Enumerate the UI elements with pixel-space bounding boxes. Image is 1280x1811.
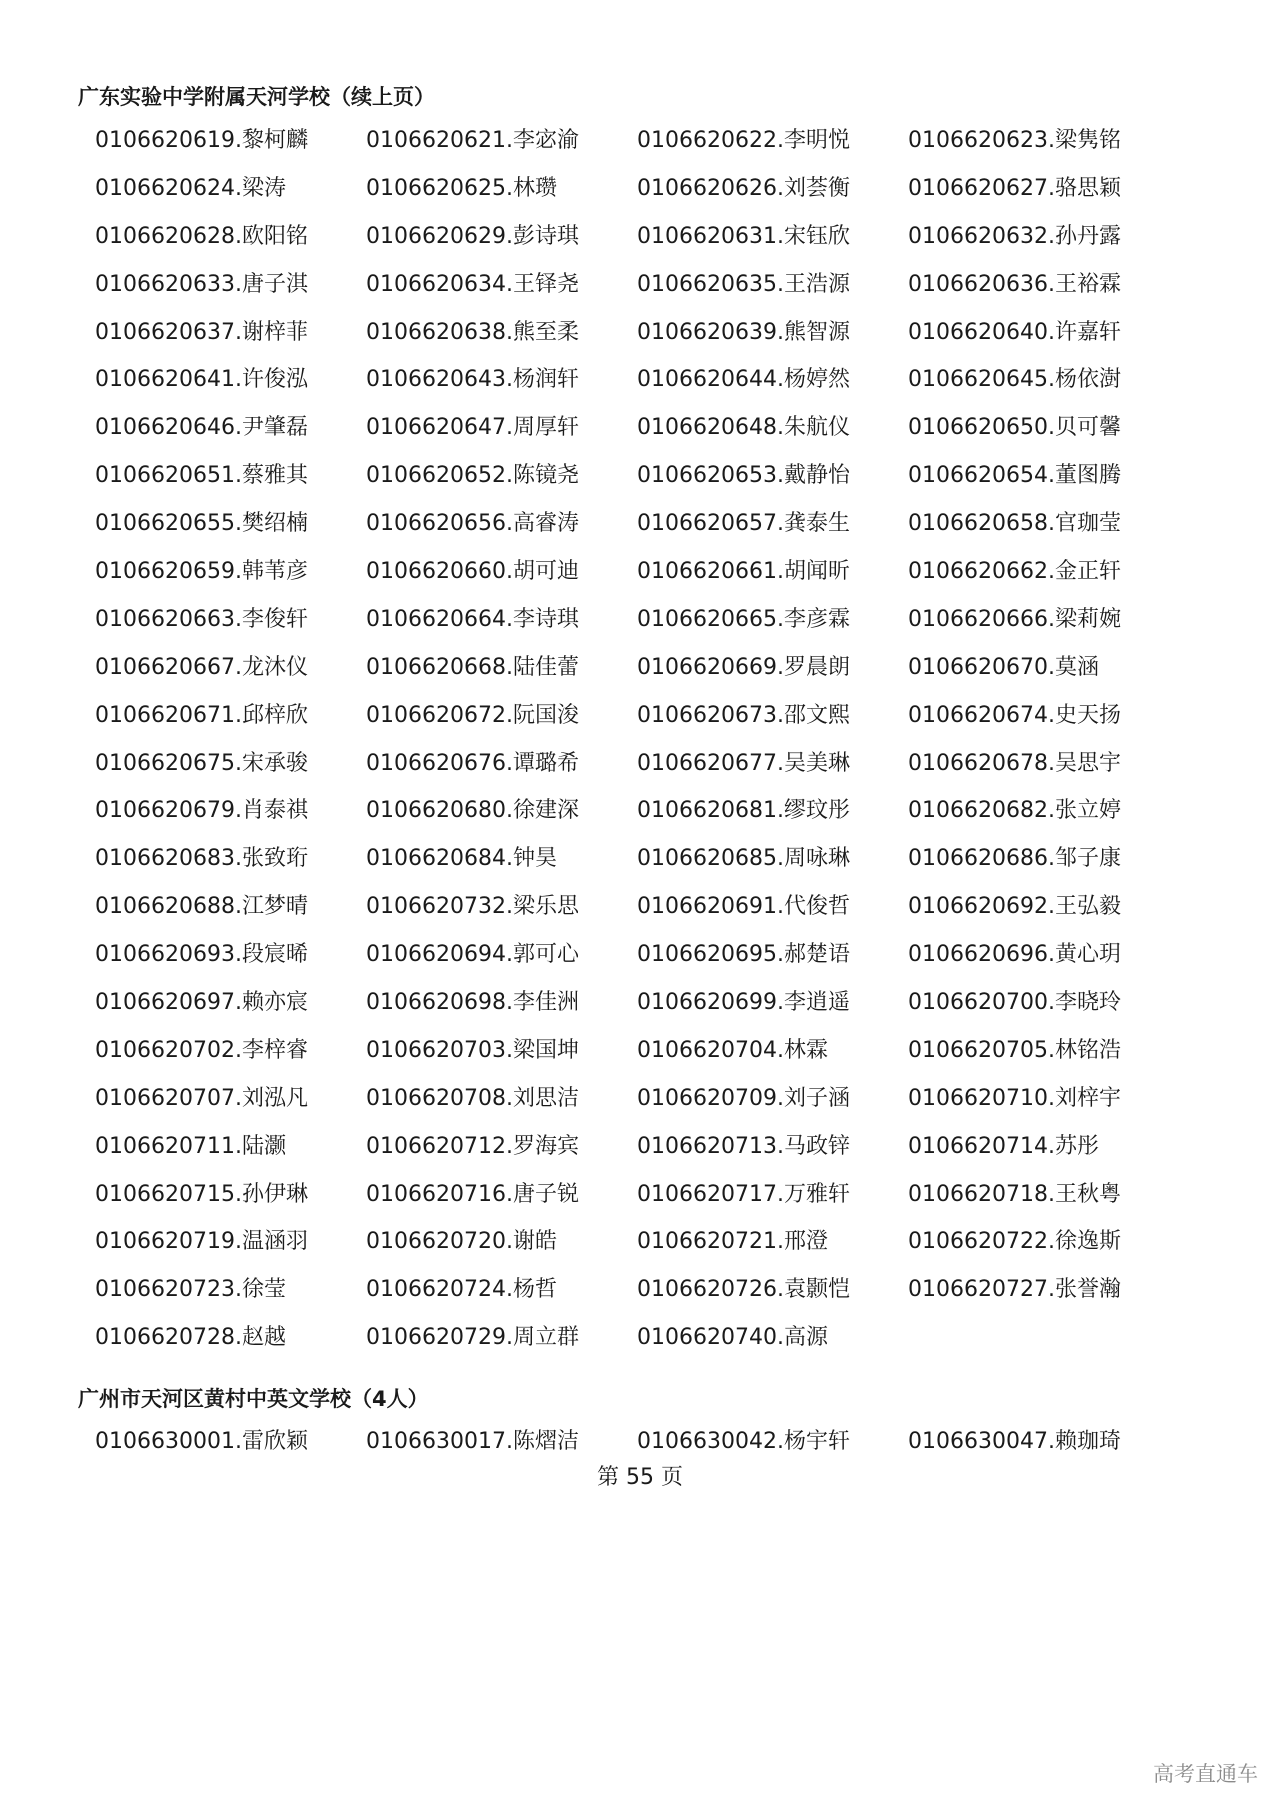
list-item: 0106620718.王秋粤	[908, 1181, 1121, 1207]
list-item: 0106620681.缪玟彤	[637, 798, 850, 824]
list-item: 0106620703.梁国坤	[366, 1037, 579, 1063]
list-item: 0106620640.许嘉轩	[908, 319, 1121, 345]
table-row	[95, 261, 1195, 309]
student-list-school-2	[95, 1418, 1195, 1466]
table-row	[95, 213, 1195, 261]
list-item: 0106620729.周立群	[366, 1325, 579, 1351]
list-item: 0106620702.李梓睿	[95, 1037, 308, 1063]
list-item: 0106620673.邵文熙	[637, 702, 850, 728]
list-item: 0106620623.梁隽铭	[908, 127, 1121, 153]
list-item: 0106620704.林霖	[637, 1037, 828, 1063]
list-item: 0106620721.邢澄	[637, 1229, 828, 1255]
list-item: 0106620700.李晓玲	[908, 989, 1121, 1015]
table-row	[95, 979, 1195, 1027]
list-item: 0106620668.陆佳蕾	[366, 654, 579, 680]
table-row	[95, 740, 1195, 788]
section-title-school-2: 广州市天河区黄村中英文学校（4人）	[78, 1387, 429, 1411]
list-item: 0106620670.莫涵	[908, 654, 1099, 680]
list-item: 0106620727.张誉瀚	[908, 1277, 1121, 1303]
list-item: 0106620676.谭璐希	[366, 750, 579, 776]
list-item: 0106620686.邹子康	[908, 846, 1121, 872]
list-item: 0106620728.赵越	[95, 1325, 286, 1351]
list-item: 0106620717.万雅轩	[637, 1181, 850, 1207]
table-row	[95, 1123, 1195, 1171]
list-item: 0106620691.代俊哲	[637, 894, 850, 920]
table-row	[95, 1171, 1195, 1219]
table-row	[95, 404, 1195, 452]
list-item: 0106620680.徐建深	[366, 798, 579, 824]
list-item: 0106620683.张致珩	[95, 846, 308, 872]
list-item: 0106620660.胡可迪	[366, 558, 579, 584]
list-item: 0106620659.韩苇彦	[95, 558, 308, 584]
list-item: 0106630017.陈熠洁	[366, 1428, 579, 1454]
list-item: 0106620664.李诗琪	[366, 606, 579, 632]
list-item: 0106620634.王铎尧	[366, 271, 579, 297]
list-item: 0106620720.谢皓	[366, 1229, 557, 1255]
list-item: 0106620672.阮国浚	[366, 702, 579, 728]
list-item: 0106620678.吴思宇	[908, 750, 1121, 776]
list-item: 0106620648.朱航仪	[637, 415, 850, 441]
list-item: 0106620652.陈镜尧	[366, 463, 579, 489]
list-item: 0106620711.陆灏	[95, 1133, 286, 1159]
list-item: 0106620628.欧阳铭	[95, 223, 308, 249]
list-item: 0106620671.邱梓欣	[95, 702, 308, 728]
list-item: 0106620740.高源	[637, 1325, 828, 1351]
list-item: 0106620647.周厚轩	[366, 415, 579, 441]
list-item: 0106620667.龙沐仪	[95, 654, 308, 680]
list-item: 0106620656.高睿涛	[366, 511, 579, 537]
list-item: 0106620646.尹肇磊	[95, 415, 308, 441]
table-row	[95, 1266, 1195, 1314]
list-item: 0106620722.徐逸斯	[908, 1229, 1121, 1255]
page-number: 第 55 页	[597, 1465, 683, 1490]
list-item: 0106620724.杨哲	[366, 1277, 557, 1303]
list-item: 0106620624.梁涛	[95, 175, 286, 201]
student-list-school-1	[95, 117, 1195, 1362]
table-row	[95, 692, 1195, 740]
list-item: 0106620707.刘泓凡	[95, 1085, 308, 1111]
list-item: 0106630042.杨宇轩	[637, 1428, 850, 1454]
list-item: 0106620626.刘荟衡	[637, 175, 850, 201]
table-row	[95, 787, 1195, 835]
list-item: 0106620619.黎柯麟	[95, 127, 308, 153]
table-row	[95, 931, 1195, 979]
list-item: 0106620654.董图腾	[908, 463, 1121, 489]
list-item: 0106620710.刘梓宇	[908, 1085, 1121, 1111]
watermark-text: 高考直通车	[1153, 1762, 1258, 1786]
list-item: 0106620682.张立婷	[908, 798, 1121, 824]
list-item: 0106620692.王弘毅	[908, 894, 1121, 920]
list-item: 0106620688.江梦晴	[95, 894, 308, 920]
table-row	[95, 835, 1195, 883]
list-item: 0106620719.温涵羽	[95, 1229, 308, 1255]
table-row	[95, 356, 1195, 404]
list-item: 0106620627.骆思颖	[908, 175, 1121, 201]
table-row	[95, 1218, 1195, 1266]
list-item: 0106620638.熊至柔	[366, 319, 579, 345]
table-row	[95, 117, 1195, 165]
list-item: 0106620708.刘思洁	[366, 1085, 579, 1111]
list-item: 0106620631.宋钰欣	[637, 223, 850, 249]
list-item: 0106620714.苏彤	[908, 1133, 1099, 1159]
list-item: 0106620669.罗晨朗	[637, 654, 850, 680]
list-item: 0106620658.官珈莹	[908, 511, 1121, 537]
list-item: 0106620641.许俊泓	[95, 367, 308, 393]
list-item: 0106620665.李彦霖	[637, 606, 850, 632]
list-item: 0106620674.史天扬	[908, 702, 1121, 728]
list-item: 0106620655.樊绍楠	[95, 511, 308, 537]
list-item: 0106620677.吴美琳	[637, 750, 850, 776]
table-row	[95, 644, 1195, 692]
list-item: 0106620679.肖泰祺	[95, 798, 308, 824]
list-item: 0106630047.赖珈琦	[908, 1428, 1121, 1454]
list-item: 0106620709.刘子涵	[637, 1085, 850, 1111]
list-item: 0106620633.唐子淇	[95, 271, 308, 297]
list-item: 0106620661.胡闻昕	[637, 558, 850, 584]
list-item: 0106620650.贝可馨	[908, 415, 1121, 441]
list-item: 0106620697.赖亦宸	[95, 989, 308, 1015]
list-item: 0106620699.李逍遥	[637, 989, 850, 1015]
list-item: 0106620696.黄心玥	[908, 942, 1121, 968]
table-row	[95, 883, 1195, 931]
table-row	[95, 500, 1195, 548]
list-item: 0106620726.袁颢恺	[637, 1277, 850, 1303]
list-item: 0106620666.梁莉婉	[908, 606, 1121, 632]
list-item: 0106630001.雷欣颖	[95, 1428, 308, 1454]
table-row	[95, 1418, 1195, 1466]
table-row	[95, 165, 1195, 213]
list-item: 0106620713.马政锌	[637, 1133, 850, 1159]
table-row	[95, 1314, 1195, 1362]
list-item: 0106620715.孙伊琳	[95, 1181, 308, 1207]
list-item: 0106620675.宋承骏	[95, 750, 308, 776]
list-item: 0106620643.杨润轩	[366, 367, 579, 393]
list-item: 0106620732.梁乐思	[366, 894, 579, 920]
list-item: 0106620644.杨婷然	[637, 367, 850, 393]
list-item: 0106620693.段宸晞	[95, 942, 308, 968]
table-row	[95, 1075, 1195, 1123]
list-item: 0106620635.王浩源	[637, 271, 850, 297]
list-item: 0106620694.郭可心	[366, 942, 579, 968]
list-item: 0106620653.戴静怡	[637, 463, 850, 489]
list-item: 0106620645.杨依澍	[908, 367, 1121, 393]
list-item: 0106620685.周咏琳	[637, 846, 850, 872]
section-title-school-1: 广东实验中学附属天河学校（续上页）	[78, 85, 435, 109]
table-row	[95, 548, 1195, 596]
list-item: 0106620657.龚泰生	[637, 511, 850, 537]
list-item: 0106620695.郝楚语	[637, 942, 850, 968]
list-item: 0106620712.罗海宾	[366, 1133, 579, 1159]
table-row	[95, 309, 1195, 357]
list-item: 0106620632.孙丹露	[908, 223, 1121, 249]
list-item: 0106620698.李佳洲	[366, 989, 579, 1015]
list-item: 0106620637.谢梓菲	[95, 319, 308, 345]
table-row	[95, 452, 1195, 500]
list-item: 0106620705.林铭浩	[908, 1037, 1121, 1063]
list-item: 0106620636.王裕霖	[908, 271, 1121, 297]
list-item: 0106620639.熊智源	[637, 319, 850, 345]
table-row	[95, 1027, 1195, 1075]
table-row	[95, 596, 1195, 644]
list-item: 0106620723.徐莹	[95, 1277, 286, 1303]
list-item: 0106620716.唐子锐	[366, 1181, 579, 1207]
list-item: 0106620622.李明悦	[637, 127, 850, 153]
list-item: 0106620684.钟昊	[366, 846, 557, 872]
list-item: 0106620621.李宓渝	[366, 127, 579, 153]
list-item: 0106620625.林瓒	[366, 175, 557, 201]
list-item: 0106620662.金正轩	[908, 558, 1121, 584]
list-item: 0106620663.李俊轩	[95, 606, 308, 632]
list-item: 0106620651.蔡雅其	[95, 463, 308, 489]
list-item: 0106620629.彭诗琪	[366, 223, 579, 249]
